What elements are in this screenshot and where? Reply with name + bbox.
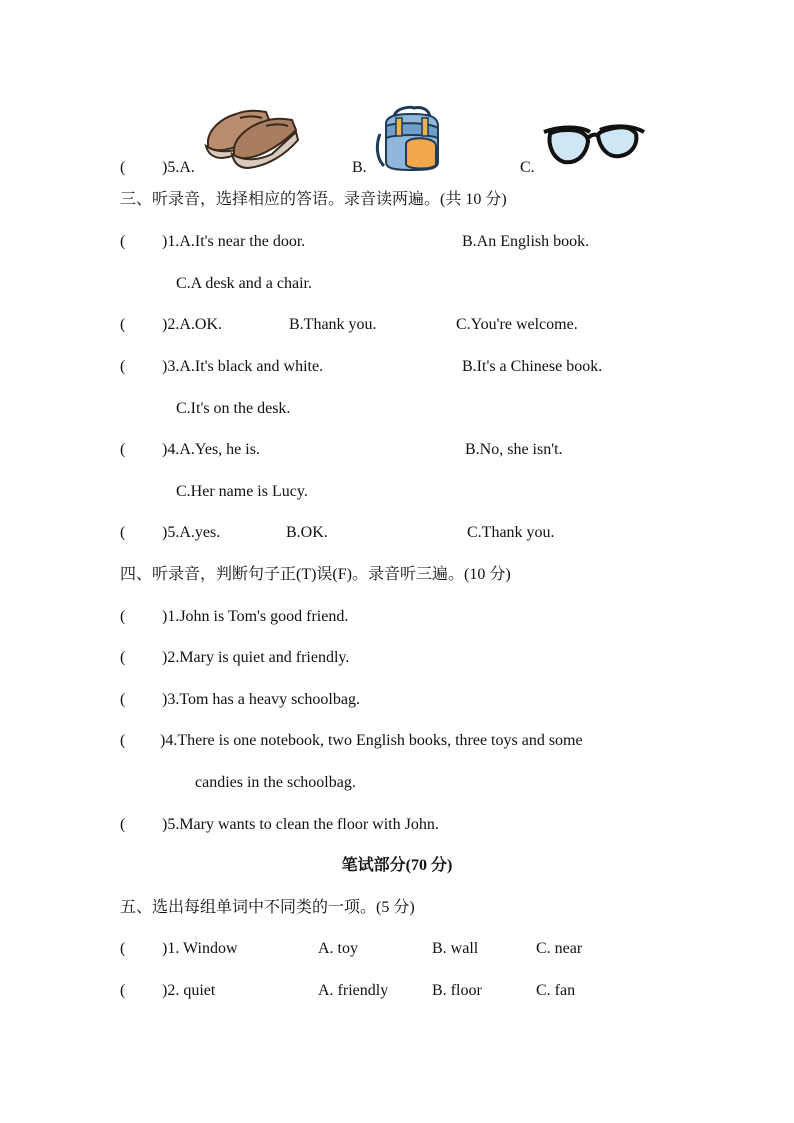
option-a: A. friendly — [318, 982, 389, 999]
list-item — [120, 522, 734, 544]
answer-paren: ( — [120, 316, 126, 333]
answer-paren: ( — [120, 524, 126, 541]
answer-paren: ( — [120, 159, 126, 176]
option-c: C.A desk and a chair. — [176, 275, 312, 292]
option-c: C.Her name is Lucy. — [176, 483, 308, 500]
list-item — [120, 980, 734, 1002]
option-c: C. fan — [536, 982, 576, 999]
question-text: )4.A.Yes, he is. — [162, 441, 260, 458]
glasses-icon — [540, 120, 648, 168]
answer-paren: ( — [120, 940, 126, 957]
list-item — [120, 689, 734, 711]
question-text: )1.A.It's near the door. — [162, 233, 306, 250]
answer-paren: ( — [120, 816, 126, 833]
shoes-icon — [200, 100, 310, 172]
statement-text: )5.Mary wants to clean the floor with John. — [162, 816, 439, 833]
option-b: B.No, she isn't. — [465, 441, 563, 458]
option-b: B.OK. — [286, 524, 328, 541]
list-item — [120, 814, 734, 836]
list-item — [120, 730, 734, 752]
option-c: C. near — [536, 940, 583, 957]
option-b: B.An English book. — [462, 233, 590, 250]
list-item — [120, 314, 734, 336]
answer-paren: ( — [120, 732, 126, 749]
answer-paren: ( — [120, 691, 126, 708]
section3-title: 三、听录音，选择相应的答语。录音读两遍。(共 10 分) — [120, 191, 507, 208]
section4-title: 四、听录音，判断句子正(T)误(F)。录音听三遍。(10 分) — [120, 566, 511, 583]
question-text: )2.A.OK. — [162, 316, 222, 333]
backpack-icon — [372, 104, 452, 172]
statement-text: )3.Tom has a heavy schoolbag. — [162, 691, 360, 708]
statement-text: )2.Mary is quiet and friendly. — [162, 649, 350, 666]
option-b-label: B. — [352, 159, 367, 176]
option-b: B.Thank you. — [289, 316, 377, 333]
list-item — [120, 439, 734, 461]
answer-paren: ( — [120, 982, 126, 999]
question-text: )2. quiet — [162, 982, 216, 999]
list-item — [120, 356, 734, 378]
option-b: B. wall — [432, 940, 479, 957]
option-c-label: C. — [520, 159, 535, 176]
section5-title: 五、选出每组单词中不同类的一项。(5 分) — [120, 899, 415, 916]
question-number: )5.A. — [162, 159, 195, 176]
option-b: B. floor — [432, 982, 482, 999]
question-text: )5.A.yes. — [162, 524, 221, 541]
written-part-title: 笔试部分(70 分) — [341, 857, 453, 874]
answer-paren: ( — [120, 441, 126, 458]
list-item — [120, 938, 734, 960]
list-item — [120, 647, 734, 669]
statement-cont: candies in the schoolbag. — [195, 774, 356, 791]
question-text: )3.A.It's black and white. — [162, 358, 324, 375]
answer-paren: ( — [120, 358, 126, 375]
statement-text: )1.John is Tom's good friend. — [162, 608, 349, 625]
option-c: C.It's on the desk. — [176, 400, 291, 417]
list-item — [120, 231, 734, 253]
statement-text: )4.There is one notebook, two English books, three toys and some — [160, 732, 583, 749]
option-c: C.You're welcome. — [456, 316, 578, 333]
answer-paren: ( — [120, 649, 126, 666]
option-c: C.Thank you. — [467, 524, 555, 541]
option-a: A. toy — [318, 940, 358, 957]
answer-paren: ( — [120, 233, 126, 250]
answer-paren: ( — [120, 608, 126, 625]
list-item — [120, 606, 734, 628]
option-b: B.It's a Chinese book. — [462, 358, 603, 375]
question-text: )1. Window — [162, 940, 238, 957]
